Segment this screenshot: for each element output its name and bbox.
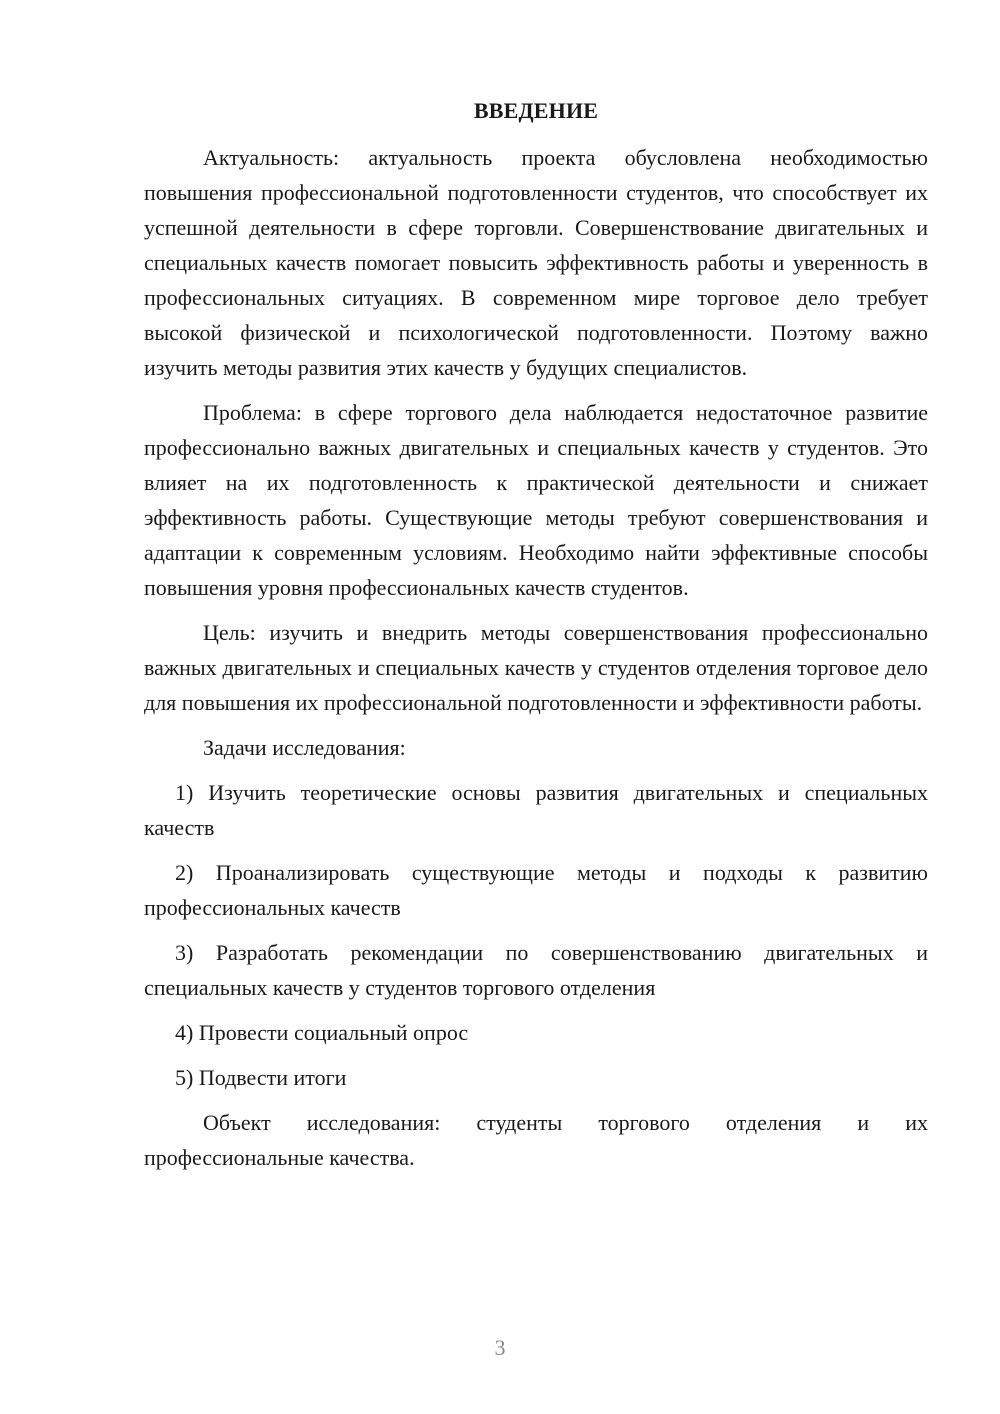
task-item-4: 4) Провести социальный опрос (175, 1020, 469, 1045)
section-heading: ВВЕДЕНИЕ (473, 98, 599, 123)
object-paragraph: Объект исследования: студенты торгового отделения и их профессиональные качества. (144, 1110, 928, 1170)
task-item-5: 5) Подвести итоги (175, 1065, 347, 1090)
page-number: 3 (494, 1335, 506, 1360)
task-item-1: 1) Изучить теоретические основы развития двигательных и специальных качеств (144, 780, 928, 840)
problem-paragraph: Проблема: в сфере торгового дела наблюдается недостаточное развитие профессионально важных двигательных и специальных качеств у студентов. Это влияет на их подготовленность к практической деятельности и снижает эффективность работы. Существующие методы требуют совершенствования и адаптации к современным условиям. Необходимо найти эффективные способы повышения уровня профессиональных качеств студентов. (144, 400, 928, 600)
page-content (144, 93, 928, 1185)
relevance-paragraph: Актуальность: актуальность проекта обусловлена необходимостью повышения профессиональной подготовленности студентов, что способствует их успешной деятельности в сфере торговли. Совершенствование двигательных и специальных качеств помогает повысить эффективность работы и уверенность в профессиональных ситуациях. В современном мире торговое дело требует высокой физической и психологической подготовленности. Поэтому важно изучить методы развития этих качеств у будущих специалистов. (144, 145, 928, 380)
task-item-3: 3) Разработать рекомендации по совершенствованию двигательных и специальных качеств у студентов торгового отделения (144, 940, 928, 1000)
tasks-heading: Задачи исследования: (203, 735, 406, 760)
task-item-2: 2) Проанализировать существующие методы и подходы к развитию профессиональных качеств (144, 860, 928, 920)
goal-paragraph: Цель: изучить и внедрить методы совершенствования профессионально важных двигательных и специальных качеств у студентов отделения торговое дело для повышения их профессиональной подготовленности и эффективности работы. (144, 620, 928, 715)
